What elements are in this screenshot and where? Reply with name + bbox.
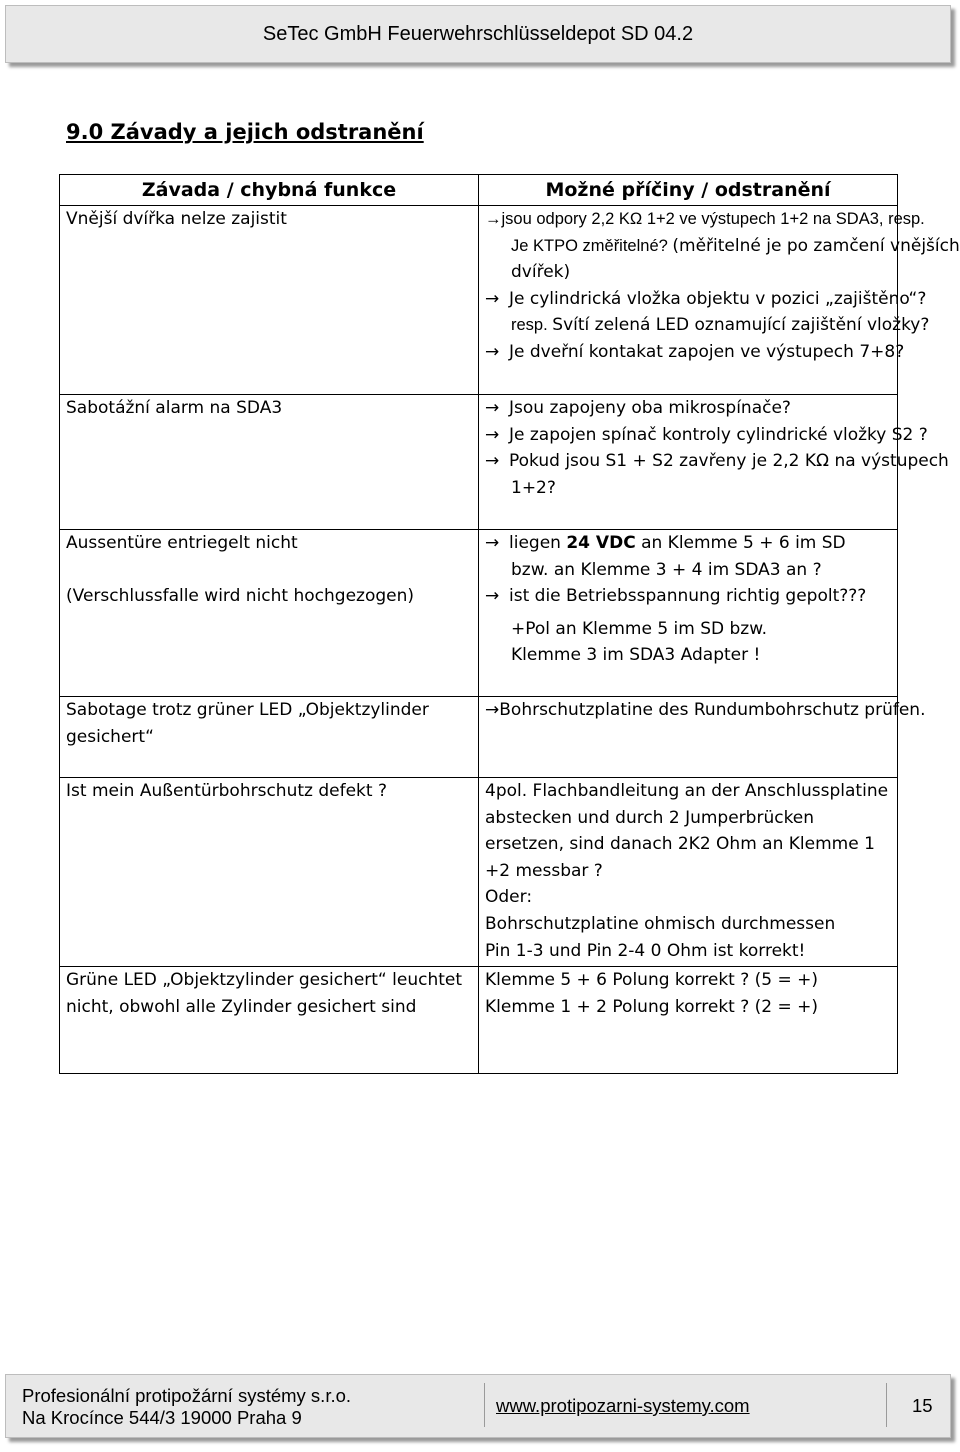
arrow-icon: →: [485, 341, 500, 362]
cause-line: bzw. an Klemme 3 + 4 im SDA3 an ?: [511, 559, 822, 580]
arrow-icon: →: [485, 586, 500, 607]
table-row: [60, 395, 898, 530]
cause-line: → Je zapojen spínač kontroly cylindrické vložky S2 ?: [485, 422, 891, 449]
page-number: 15: [912, 1395, 933, 1416]
page-footer: [5, 1374, 951, 1438]
arrow-icon: →: [485, 210, 502, 228]
fault-text: Sabotage trotz grüner LED „Objektzylinder gesichert“: [66, 700, 429, 747]
table-row: [60, 967, 898, 1074]
fault-text: Vnější dvířka nelze zajistit: [66, 209, 287, 229]
cause-line: → liegen 24 VDC an Klemme 5 + 6 im SD: [485, 530, 891, 557]
arrow-icon: →: [485, 451, 500, 472]
table-row: [60, 778, 898, 967]
cause-line: Pin 1-3 und Pin 2-4 0 Ohm ist korrekt!: [485, 940, 806, 961]
header-title: SeTec GmbH Feuerwehrschlüsseldepot SD 04.2: [262, 22, 694, 45]
arrow-icon: →: [485, 700, 500, 720]
arrow-icon: →: [485, 424, 500, 445]
cause-line: +Pol an Klemme 5 im SD bzw.: [511, 618, 767, 639]
cause-line: Oder:: [485, 887, 533, 908]
cause-line: Klemme 1 + 2 Polung korrekt ? (2 = +): [485, 996, 819, 1017]
arrow-icon: →: [485, 533, 500, 553]
fault-text: Ist mein Außentürbohrschutz defekt ?: [66, 781, 387, 801]
column-header-fault: Závada / chybná funkce: [60, 175, 479, 206]
footer-divider: [886, 1383, 887, 1427]
cause-line: resp. Svítí zelená LED oznamující zajištění vložky?: [511, 315, 930, 336]
footer-website-link[interactable]: www.protipozarni-systemy.com: [496, 1395, 750, 1416]
fault-text: (Verschlussfalle wird nicht hochgezogen): [66, 586, 415, 607]
section-title: 9.0 Závady a jejich odstranění: [66, 120, 424, 144]
arrow-icon: →: [485, 288, 500, 309]
cause-line: → Je cylindrická vložka objektu v pozici „zajištěno“?: [485, 286, 891, 313]
fault-text: Sabotážní alarm na SDA3: [66, 398, 283, 418]
footer-company: Profesionální protipožární systémy s.r.o.: [22, 1385, 352, 1406]
fault-text: Grüne LED „Objektzylinder gesichert“ leuchtet nicht, obwohl alle Zylinder gesichert sind: [66, 970, 463, 1017]
footer-divider: [484, 1383, 485, 1427]
fault-text: Aussentüre entriegelt nicht: [66, 533, 298, 553]
cause-line: → Je dveřní kontakat zapojen ve výstupech 7+8?: [485, 339, 891, 366]
cause-line: → ist die Betriebsspannung richtig gepolt???: [485, 583, 891, 610]
cause-line: →Bohrschutzplatine des Rundumbohrschutz prüfen.: [485, 700, 926, 720]
table-header-row: [60, 175, 898, 206]
fault-table: [59, 174, 960, 1074]
cause-line: Je KTPO změřitelné? (měřitelné je po zamčení vnějších: [511, 235, 960, 256]
cause-line: →jsou odpory 2,2 KΩ 1+2 ve výstupech 1+2 na SDA3, resp.: [485, 210, 925, 228]
footer-company-block: [22, 1385, 351, 1429]
footer-address: Na Krocínce 544/3 19000 Praha 9: [22, 1407, 302, 1428]
cause-line: 1+2?: [511, 477, 556, 498]
page-header: [5, 5, 951, 63]
table-row: [60, 530, 898, 697]
cause-line: 4pol. Flachbandleitung an der Anschlussplatine abstecken und durch 2 Jumperbrücken ersetzen, sind danach 2K2 Ohm an Klemme 1 +2 messbar ?: [485, 781, 889, 881]
cause-line: Klemme 5 + 6 Polung korrekt ? (5 = +): [485, 970, 819, 990]
table-row: [60, 697, 898, 778]
cause-line: → Pokud jsou S1 + S2 zavřeny je 2,2 KΩ na výstupech: [485, 448, 891, 475]
cause-line: dvířek): [511, 262, 571, 283]
cause-line: → Jsou zapojeny oba mikrospínače?: [485, 395, 891, 422]
table-row: [60, 206, 898, 395]
column-header-causes: Možné příčiny / odstranění: [479, 175, 898, 206]
cause-line: Klemme 3 im SDA3 Adapter !: [511, 645, 761, 666]
cause-line: Bohrschutzplatine ohmisch durchmessen: [485, 913, 836, 934]
arrow-icon: →: [485, 398, 500, 418]
